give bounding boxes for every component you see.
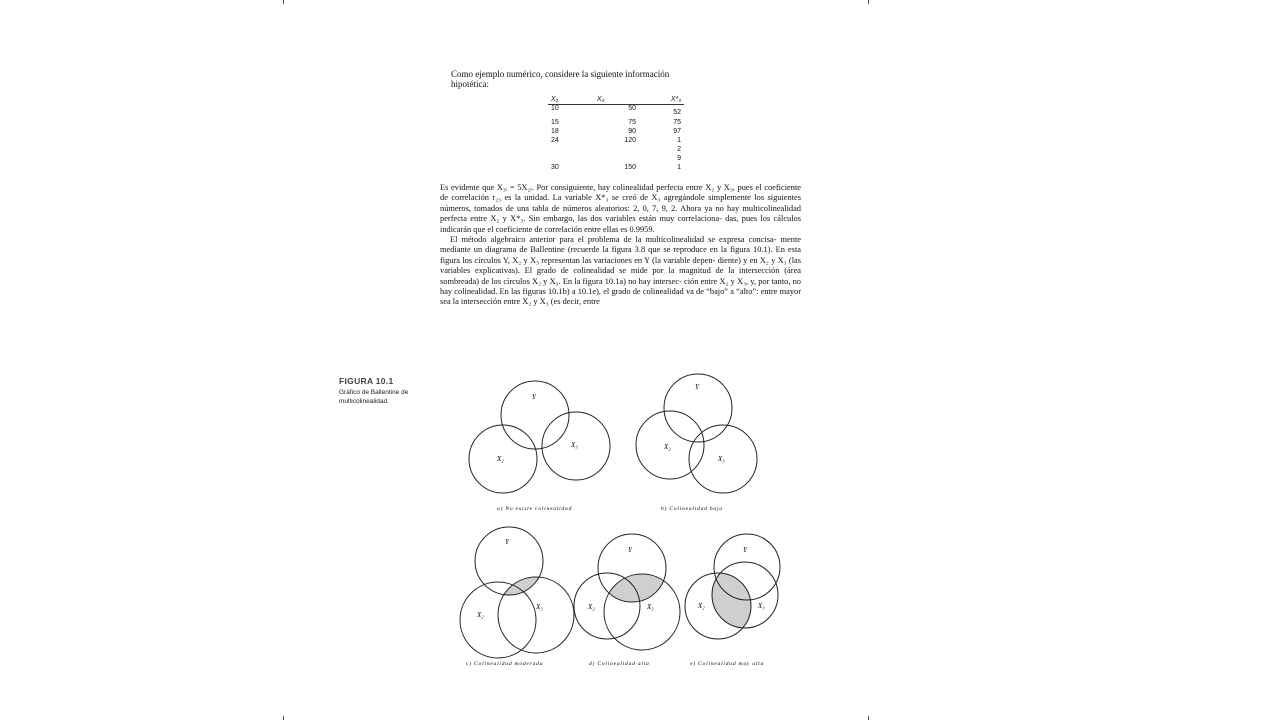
circle-y — [475, 527, 543, 595]
label-y: Y — [628, 546, 632, 554]
label-x3: X₃ — [536, 603, 543, 611]
panel-c-caption: c) Colinealidad moderada — [466, 661, 544, 667]
circle-x2 — [574, 573, 640, 639]
panel-e-caption: e) Colinealidad muy alta — [690, 661, 765, 667]
table-header: X₃ — [594, 94, 650, 105]
table-cell: 2 — [677, 145, 681, 153]
venn-panel-b — [636, 374, 757, 493]
table-cell: 9 — [677, 154, 681, 162]
table-cell: 15 — [551, 118, 559, 126]
table-cell: 75 — [673, 118, 681, 126]
table-cell: 120 — [624, 136, 636, 144]
figure-caption: Gráfico de Ballentine de multicolinealidad. — [339, 389, 409, 405]
table-cell: 30 — [551, 163, 559, 171]
table-cell: 1 — [677, 136, 681, 144]
table-cell: 150 — [624, 163, 636, 171]
table-header: X*₃ — [650, 94, 684, 105]
label-x2: X₂ — [698, 602, 705, 610]
label-y: Y — [505, 538, 509, 546]
table-cell: 75 — [628, 118, 636, 126]
label-x2: X₂ — [477, 611, 484, 619]
label-x2: X₂ — [664, 443, 671, 451]
circle-y — [501, 381, 569, 449]
panel-b-caption: b) Colinealidad baja — [661, 506, 723, 512]
intro-text: Como ejemplo numérico, considere la siguiente información hipotética: — [451, 69, 670, 89]
figure-title: FIGURA 10.1 — [339, 376, 394, 386]
panel-a-caption: a) No existe colinealidad — [497, 506, 573, 512]
table-cell: 90 — [628, 127, 636, 135]
table-cell: 1 — [677, 163, 681, 171]
table-cell: 97 — [673, 127, 681, 135]
label-y: Y — [695, 383, 699, 391]
panel-d-caption: d) Colinealidad alta — [589, 661, 650, 667]
paragraph: El método algebraico anterior para el problema de la multicolinealidad se expresa concisa- mente mediante un diagrama de Ballentine (recuerde la figura 3.8 que se reproduce en la figura 10.1). En esta figura los círculos Y, X₂ y X₃ representan las variaciones en Y (la variable depen- diente) y en X₂ y X₃ (las variables explicativas). El grado de colinealidad se mide por la magnitud de la intersección (área sombreada) de los círculos X₂ y X₃. En la figura 10.1a) no hay intersec- ción entre X₂ y X₃, y, por tanto, no hay colinealidad. En las figuras 10.1b) a 10.1e), el grado de colinealidad va de “bajo” a “alto”: entre mayor sea la intersección entre X₂ y X₃ (es decir, entre — [440, 235, 801, 307]
table-cell: 18 — [551, 127, 559, 135]
label-x3: X₃ — [571, 441, 578, 449]
paragraph: Es evidente que X₃ᵢ = 5X₂ᵢ. Por consiguiente, hay colinealidad perfecta entre X₂ y X₃, pues el coeficiente de correlación r₂₃ es la unidad. La variable X*₃ se creó de X₃ agregándole simplemente los siguientes números, tomados de una tabla de números aleatorios: 2, 0, 7, 9, 2. Ahora ya no hay multicolinealidad perfecta entre X₂ y X*₃. Sin embargo, las dos variables están muy correlaciona- das, pues los cálculos indicarán que el coeficiente de correlación entre ellas es 0.9959. — [440, 183, 801, 234]
table-cell: 10 — [551, 105, 559, 112]
table-cell: 24 — [551, 136, 559, 144]
table-header: X₂ — [548, 94, 594, 105]
table-cell: 50 — [628, 105, 636, 112]
venn-panel-a — [469, 381, 610, 493]
label-x2: X₂ — [497, 455, 504, 463]
label-x2: X₂ — [588, 603, 595, 611]
label-x3: X₃ — [647, 603, 654, 611]
label-y: Y — [532, 393, 536, 401]
label-x3: X₃ — [718, 455, 725, 463]
label-x3: X₃ — [758, 602, 765, 610]
table-cell: 52 — [673, 109, 681, 116]
label-y: Y — [743, 546, 747, 554]
